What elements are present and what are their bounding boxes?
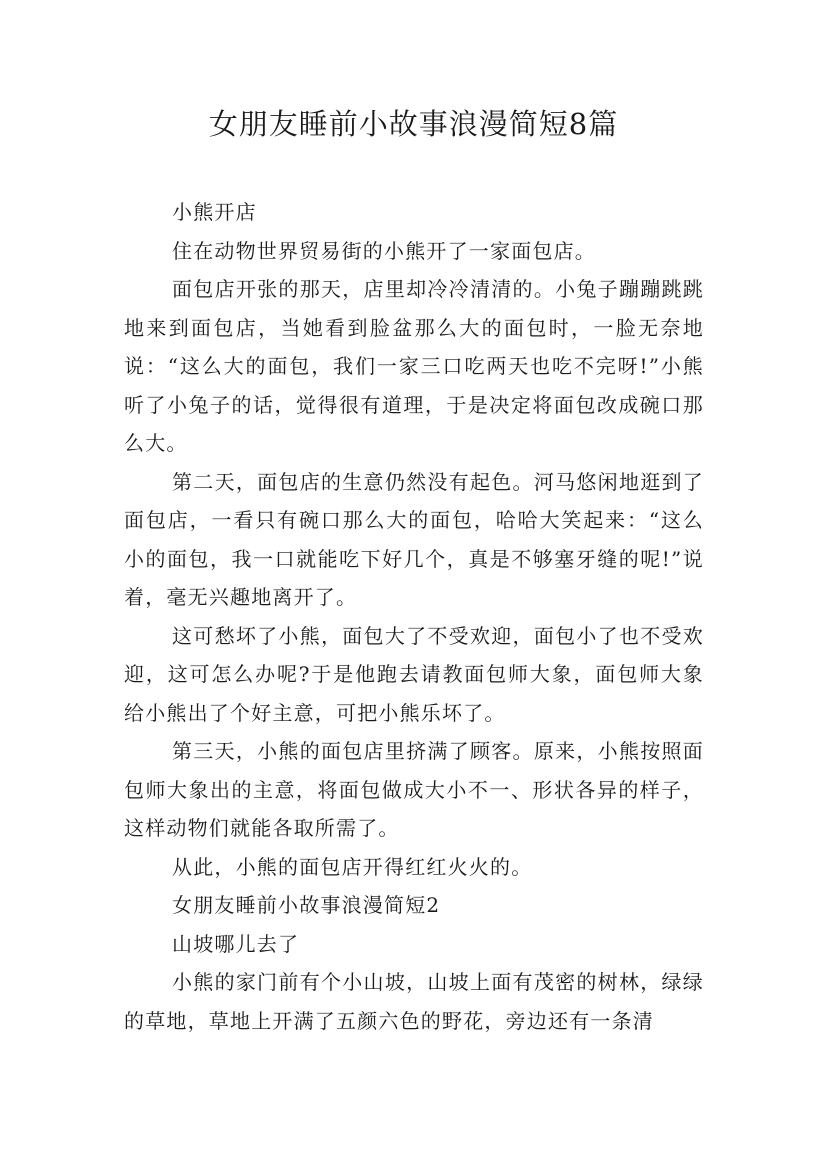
paragraph: 面包店开张的那天，店里却冷冷清清的。小兔子蹦蹦跳跳地来到面包店，当她看到脸盆那么大的面包时，一脸无奈地说：“这么大的面包，我们一家三口吃两天也吃不完呀!”小熊听了小兔子的话，觉得很有道理，于是决定将面包改成碗口那么大。 — [124, 277, 704, 455]
paragraph-story-title: 山坡哪儿去了 — [172, 931, 300, 956]
document-title: 女朋友睡前小故事浪漫简短8篇 — [208, 107, 619, 141]
paragraph: 从此，小熊的面包店开得红红火火的。 — [172, 854, 533, 879]
paragraph: 第二天，面包店的生意仍然没有起色。河马悠闲地逛到了面包店，一看只有碗口那么大的面包，哈哈大笑起来：“这么小的面包，我一口就能吃下好几个，真是不够塞牙缝的呢!”说着，毫无兴趣地离开了。 — [124, 469, 704, 609]
paragraph: 这可愁坏了小熊，面包大了不受欢迎，面包小了也不受欢迎，这可怎么办呢?于是他跑去请教面包师大象，面包师大象给小熊出了个好主意，可把小熊乐坏了。 — [124, 623, 704, 725]
section-heading: 女朋友睡前小故事浪漫简短2 — [172, 893, 441, 917]
paragraph: 住在动物世界贸易街的小熊开了一家面包店。 — [172, 238, 596, 263]
paragraph: 小熊的家门前有个小山坡，山坡上面有茂密的树林，绿绿的草地，草地上开满了五颜六色的野花，旁边还有一条清 — [124, 970, 704, 1033]
paragraph-story-title: 小熊开店 — [172, 200, 257, 224]
document-body — [124, 193, 704, 1040]
paragraph: 第三天，小熊的面包店里挤满了顾客。原来，小熊按照面包师大象出的主意，将面包做成大小不一、形状各异的样子，这样动物们就能各取所需了。 — [124, 739, 704, 840]
